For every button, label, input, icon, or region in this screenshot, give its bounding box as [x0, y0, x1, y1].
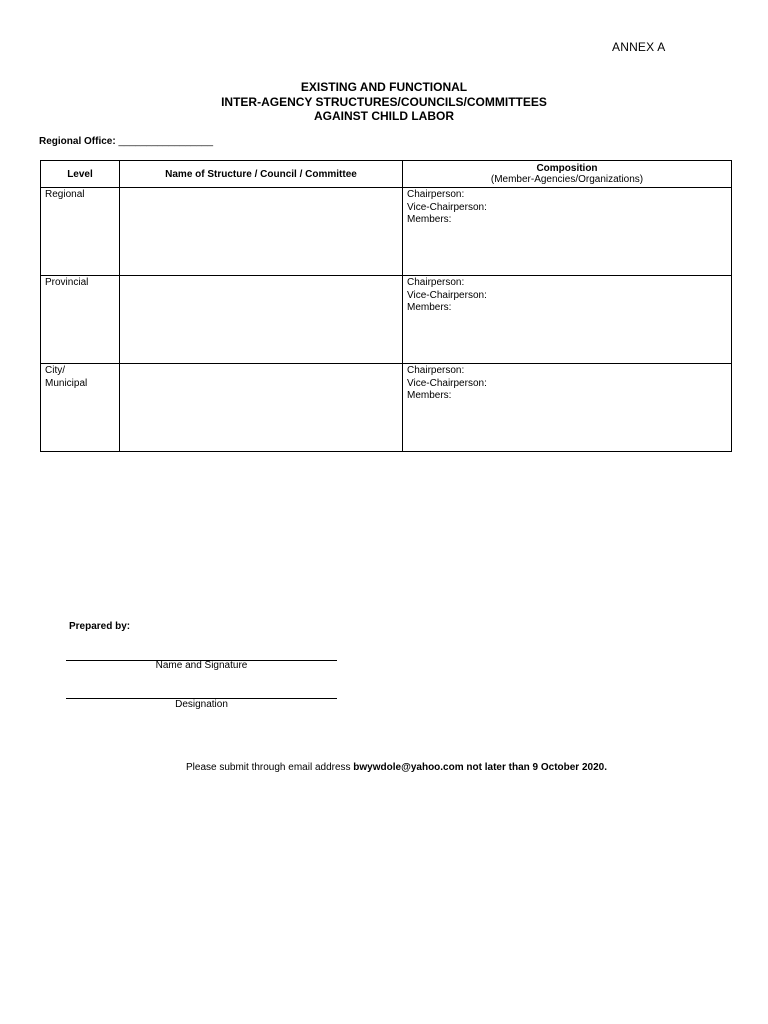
structure-name-cell: [120, 276, 403, 364]
members-label: Members:: [407, 214, 452, 225]
table-row: [41, 364, 732, 452]
regional-office-blank: _________________: [118, 136, 214, 147]
level-cell: [41, 364, 120, 452]
structures-table: [40, 160, 732, 452]
composition-cell: [403, 276, 732, 364]
title-line-1: EXISTING AND FUNCTIONAL: [300, 80, 468, 94]
table-header-row: [41, 161, 732, 188]
regional-office-label: Regional Office:: [39, 136, 116, 147]
level-cell: [41, 188, 120, 276]
structure-name-cell: [120, 364, 403, 452]
table-row: [41, 276, 732, 364]
document-title: [0, 80, 768, 124]
header-name: Name of Structure / Council / Committee: [120, 161, 403, 188]
instructions-text: Please submit through email address: [185, 762, 354, 773]
header-composition-title: Composition: [536, 163, 598, 174]
level-label: Provincial: [45, 277, 89, 288]
level-cell: [41, 276, 120, 364]
members-label: Members:: [407, 302, 452, 313]
name-signature-caption: Name and Signature: [155, 660, 248, 671]
vice-chairperson-label: Vice-Chairperson:: [407, 289, 487, 301]
regional-office-field: [39, 136, 213, 147]
level-label-line-1: City/: [45, 365, 65, 376]
chairperson-label: Chairperson:: [407, 189, 465, 200]
members-label: Members:: [407, 390, 452, 401]
submission-instructions: [0, 762, 768, 773]
header-composition: [403, 161, 732, 188]
header-composition-subtitle: (Member-Agencies/Organizations): [490, 174, 644, 185]
title-line-2: INTER-AGENCY STRUCTURES/COUNCILS/COMMITTEES: [221, 94, 547, 109]
designation-caption: Designation: [175, 699, 228, 710]
level-label: Regional: [45, 189, 85, 200]
header-level: Level: [41, 161, 120, 188]
instructions-deadline: bwywdole@yahoo.com not later than 9 October 2020.: [353, 762, 607, 773]
composition-cell: [403, 188, 732, 276]
prepared-by-label: Prepared by:: [69, 621, 131, 632]
vice-chairperson-label: Vice-Chairperson:: [407, 377, 487, 389]
vice-chairperson-label: Vice-Chairperson:: [407, 201, 487, 213]
title-line-3: AGAINST CHILD LABOR: [314, 109, 454, 123]
structure-name-cell: [120, 188, 403, 276]
chairperson-label: Chairperson:: [407, 365, 465, 376]
level-label-line-2: Municipal: [45, 377, 88, 389]
table-row: [41, 188, 732, 276]
chairperson-label: Chairperson:: [407, 277, 465, 288]
annex-label: ANNEX A: [612, 40, 666, 54]
composition-cell: [403, 364, 732, 452]
